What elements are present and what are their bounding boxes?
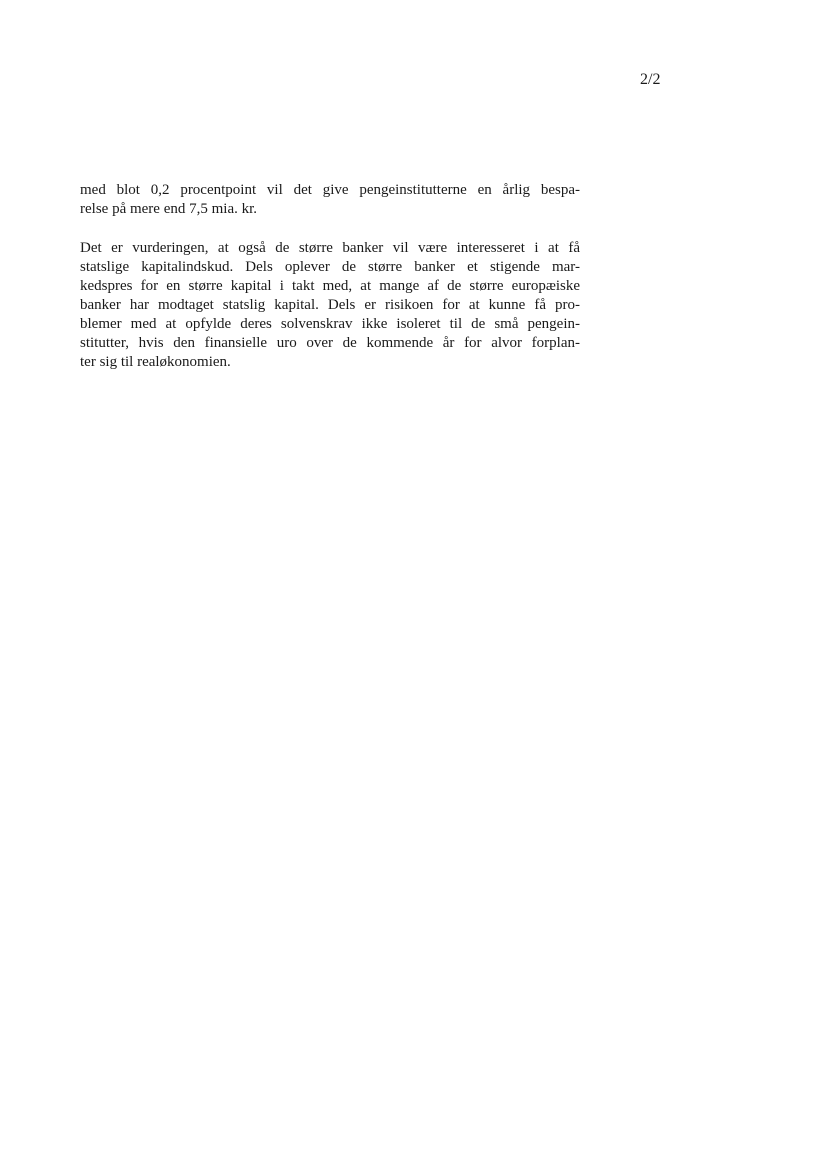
- paragraph-1: [80, 181, 580, 219]
- text-line: ter sig til realøkonomien.: [80, 354, 231, 370]
- page-number: 2/2: [640, 71, 661, 88]
- body-text: [80, 181, 580, 372]
- text-line: kedspres for en større kapital i takt med, at mange af de større europæiske: [80, 278, 580, 294]
- text-line: relse på mere end 7,5 mia. kr.: [80, 201, 258, 217]
- paragraph-2: [80, 239, 580, 372]
- text-line: med blot 0,2 procentpoint vil det give pengeinstitutterne en årlig bespa-: [80, 182, 580, 198]
- text-line: statslige kapitalindskud. Dels oplever de større banker et stigende mar-: [80, 259, 580, 275]
- text-line: banker har modtaget statslig kapital. Dels er risikoen for at kunne få pro-: [80, 297, 580, 313]
- text-line: blemer med at opfylde deres solvenskrav ikke isoleret til de små pengein-: [80, 316, 580, 332]
- text-line: Det er vurderingen, at også de større banker vil være interesseret i at få: [80, 240, 580, 256]
- text-line: stitutter, hvis den finansielle uro over de kommende år for alvor forplan-: [80, 335, 580, 351]
